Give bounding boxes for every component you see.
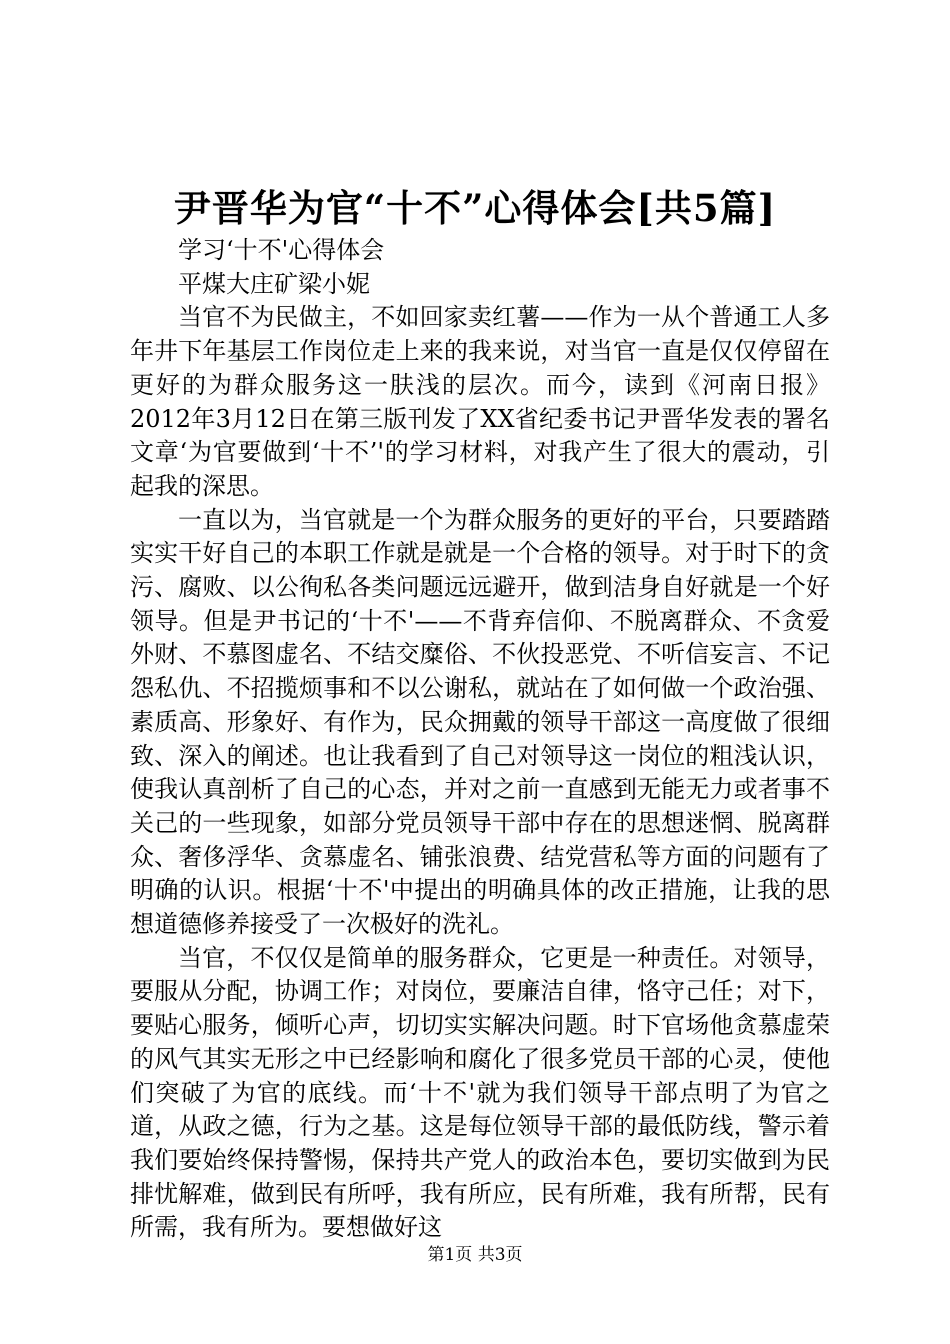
paragraph-3: 当官，不仅仅是简单的服务群众，它更是一种责任。对领导，要服从分配，协调工作；对岗位，要廉洁自律，恪守己任；对下，要贴心服务，倾听心声，切切实实解决问题。时下官场他贪慕虚荣的风气其实无形之中已经影响和腐化了很多党员干部的心灵，使他们突破了为官的底线。而‘十不'就为我们领导干部点明了为官之道，从政之德，行为之基。这是每位领导干部的最低防线，警示着我们要始终保持警惕，保持共产党人的政治本色，要切实做到为民排忧解难，做到民有所呼，我有所应，民有所难，我有所帮，民有所需，我有所为。要想做好这: [130, 943, 830, 1242]
document-title: 尹晋华为官“十不”心得体会[共5篇]: [173, 186, 777, 230]
document-author: 平煤大庄矿梁小妮: [178, 269, 370, 298]
document-subtitle: 学习‘十不'心得体会: [178, 236, 385, 264]
paragraph-2: 一直以为，当官就是一个为群众服务的更好的平台，只要踏踏实实干好自己的本职工作就是就是一个合格的领导。对于时下的贪污、腐败、以公徇私各类问题远远避开，做到洁身自好就是一个好领导。但是尹书记的‘十不'——不背弃信仰、不脱离群众、不贪爱外财、不慕图虚名、不结交糜俗、不伙投恶党、不听信妄言、不记怨私仇、不招揽烦事和不以公谢私，就站在了如何做一个政治强、素质高、形象好、有作为，民众拥戴的领导干部这一高度做了很细致、深入的阐述。也让我看到了自己对领导这一岗位的粗浅认识，使我认真剖析了自己的心态，并对之前一直感到无能无力或者事不关己的一些现象，如部分党员领导干部中存在的思想迷惘、脱离群众、奢侈浮华、贪慕虚名、铺张浪费、结党营私等方面的问题有了明确的认识。根据‘十不'中提出的明确具体的改正措施，让我的思想道德修养接受了一次极好的洗礼。: [130, 505, 830, 939]
paragraph-1: 当官不为民做主，不如回家卖红薯——作为一从个普通工人多年井下年基层工作岗位走上来的我来说，对当官一直是仅仅停留在更好的为群众服务这一肤浅的层次。而今，读到《河南日报》2012年3月12日在第三版刊发了XX省纪委书记尹晋华发表的署名文章‘为官要做到‘十不’'的学习材料，对我产生了很大的震动，引起我的深思。: [130, 303, 830, 500]
page-footer: 第1页 共3页: [427, 1245, 523, 1265]
document-body: [130, 234, 830, 1245]
